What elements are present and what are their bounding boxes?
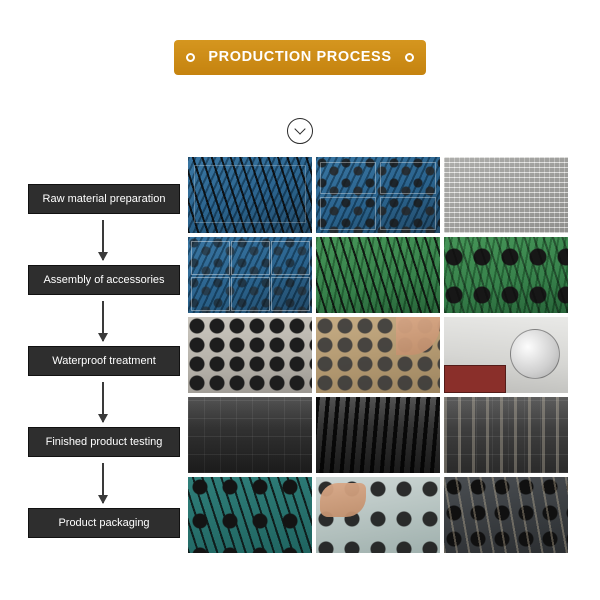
- flow-arrow-4: [102, 463, 104, 503]
- flow-arrow-3: [102, 382, 104, 422]
- process-step-waterproof-treatment: Waterproof treatment: [28, 346, 180, 376]
- photo-cell: [188, 397, 312, 473]
- flow-arrow-1: [102, 220, 104, 260]
- photo-cell: [444, 317, 568, 393]
- photo-cell: [188, 477, 312, 553]
- photo-cell: [316, 237, 440, 313]
- flow-arrow-2: [102, 301, 104, 341]
- process-flow: [28, 158, 180, 550]
- process-step-raw-material-preparation: Raw material preparation: [28, 184, 180, 214]
- process-step-product-packaging: Product packaging: [28, 508, 180, 538]
- photo-grid: [188, 157, 572, 553]
- photo-cell: [444, 157, 568, 233]
- photo-cell: [444, 477, 568, 553]
- photo-cell: [316, 397, 440, 473]
- process-step-finished-product-testing: Finished product testing: [28, 427, 180, 457]
- page-title: PRODUCTION PROCESS: [174, 40, 425, 75]
- photo-cell: [188, 157, 312, 233]
- process-step-assembly-of-accessories: Assembly of accessories: [28, 265, 180, 295]
- photo-cell: [444, 397, 568, 473]
- photo-cell: [316, 157, 440, 233]
- chevron-container: [0, 118, 600, 144]
- photo-cell: [316, 317, 440, 393]
- photo-cell: [316, 477, 440, 553]
- banner-container: [0, 40, 600, 75]
- photo-cell: [188, 237, 312, 313]
- photo-cell: [444, 237, 568, 313]
- chevron-down-icon: [287, 118, 313, 144]
- photo-cell: [188, 317, 312, 393]
